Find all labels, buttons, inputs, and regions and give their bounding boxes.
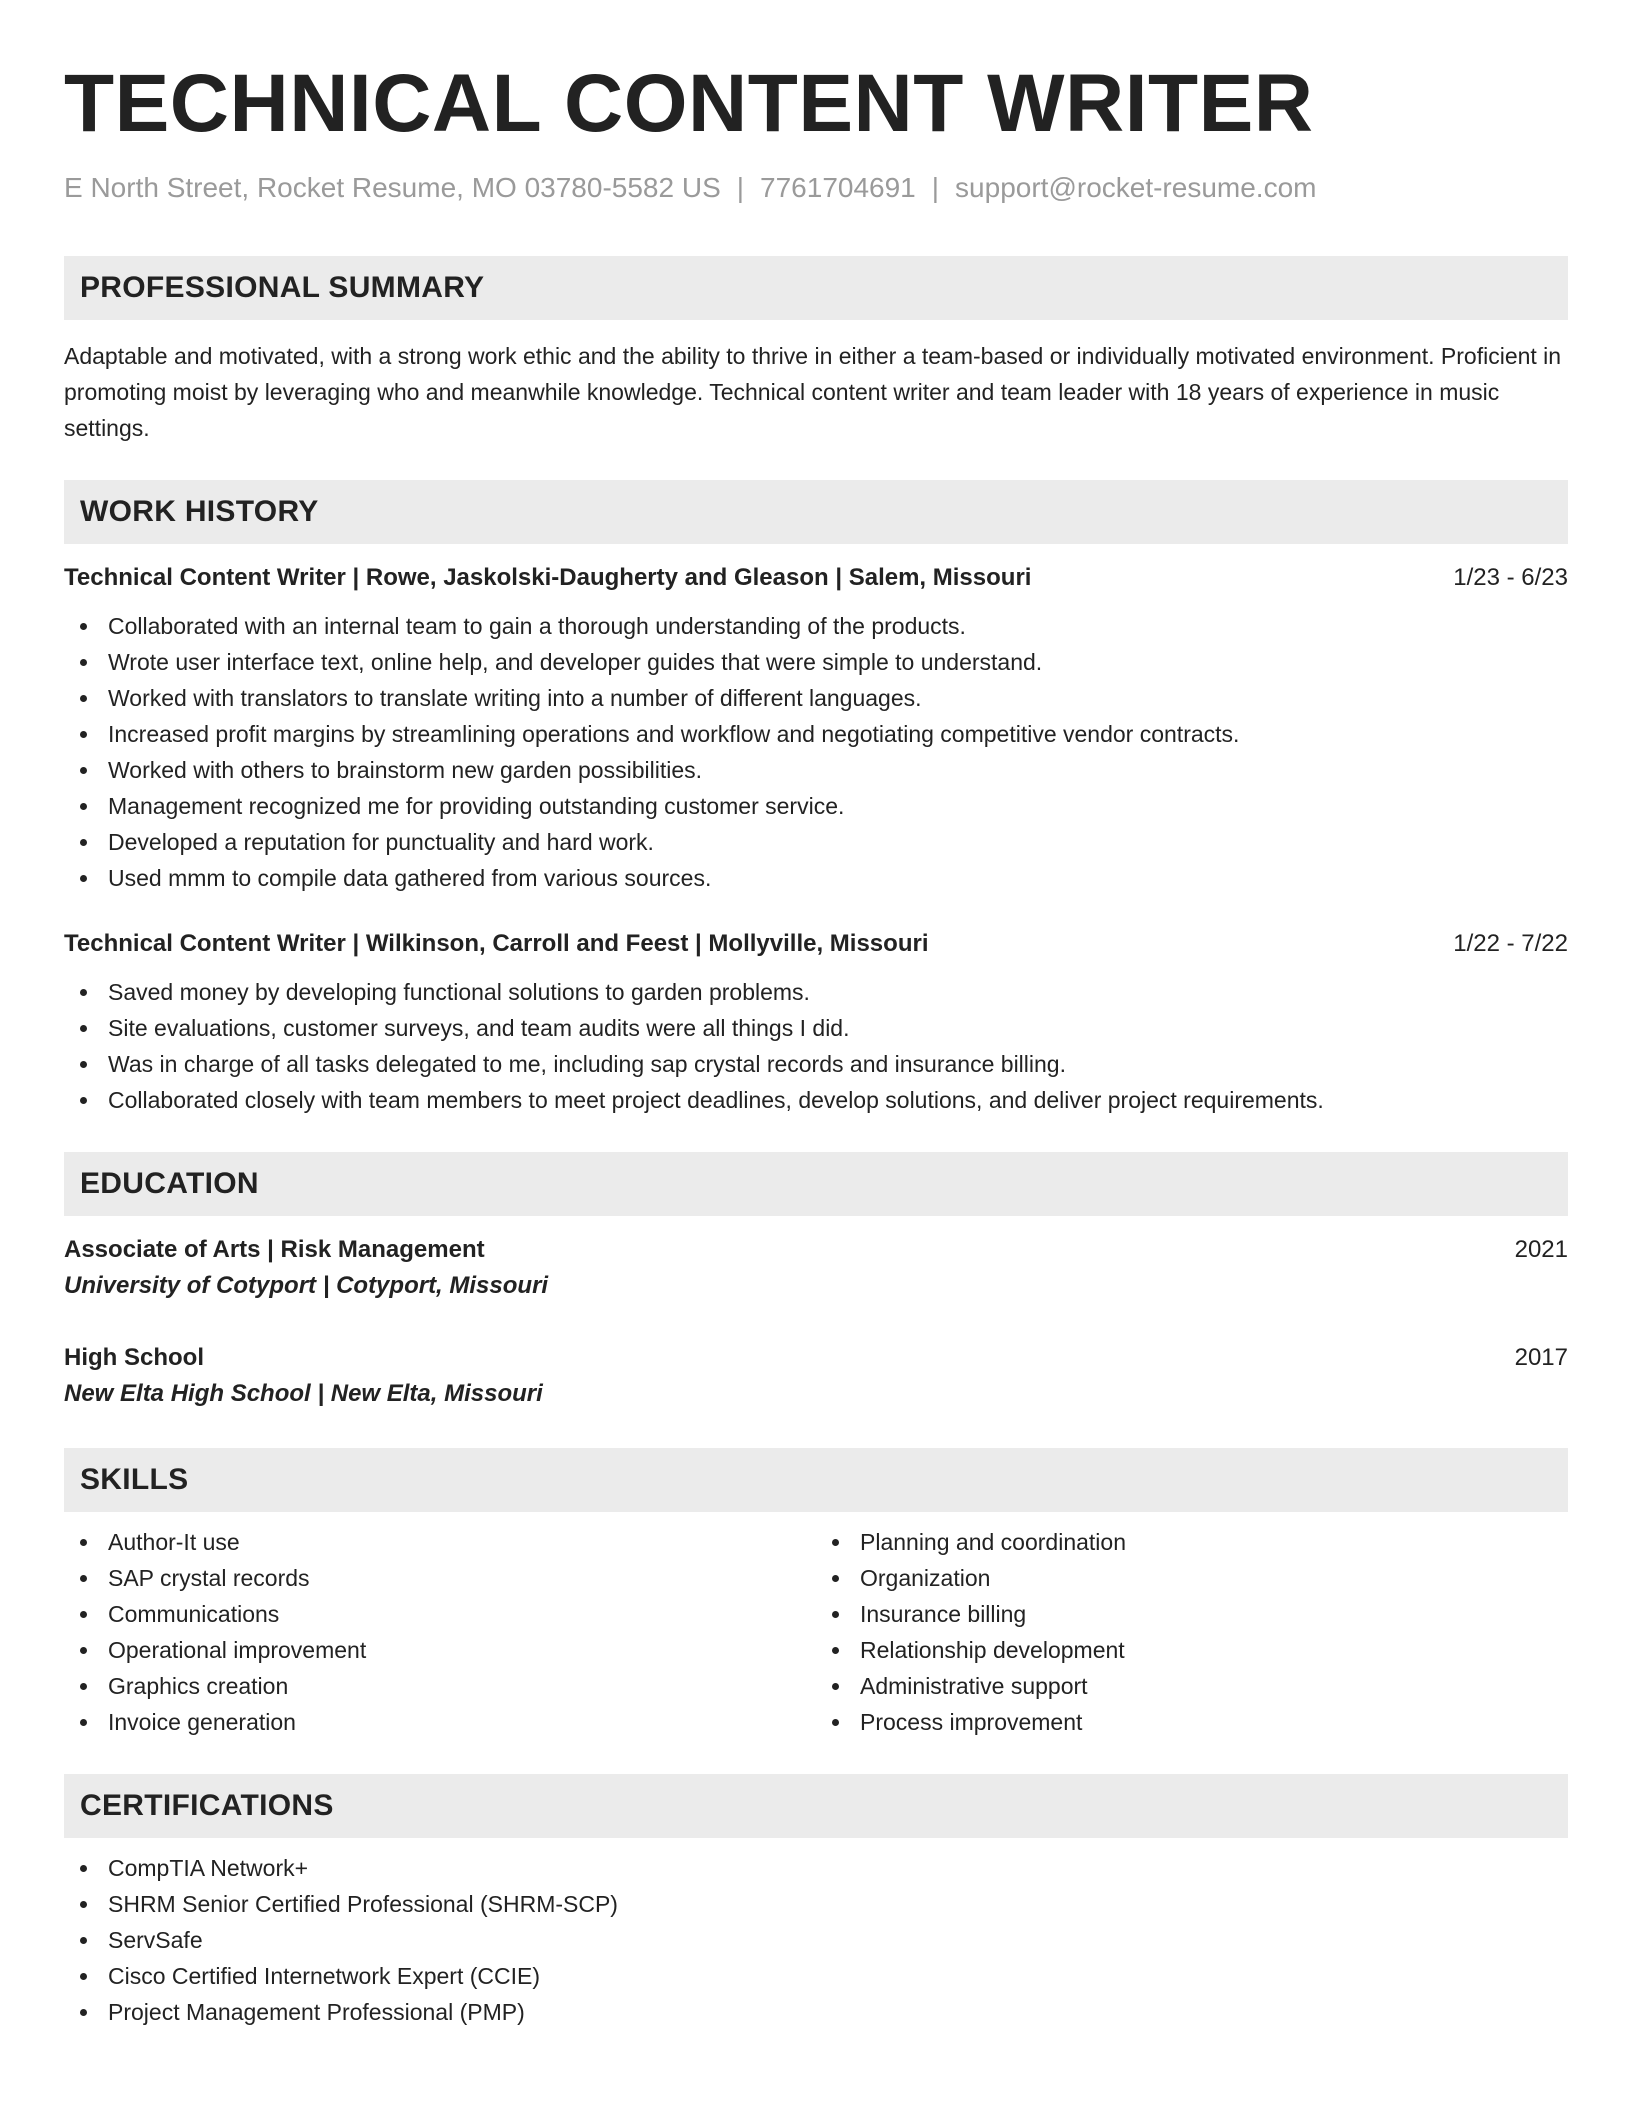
job-bullets xyxy=(64,974,1568,1118)
skills-column-left xyxy=(64,1524,816,1740)
skill-item: Author-It use xyxy=(64,1524,816,1560)
job-header xyxy=(64,560,1568,596)
job-title: Technical Content Writer | Wilkinson, Carroll and Feest | Mollyville, Missouri xyxy=(64,930,929,957)
certifications-heading: CERTIFICATIONS xyxy=(64,1774,1568,1838)
skill-item: Relationship development xyxy=(816,1632,1568,1668)
skills-grid xyxy=(64,1524,1568,1740)
skill-item: Organization xyxy=(816,1560,1568,1596)
skill-item: Insurance billing xyxy=(816,1596,1568,1632)
education-section xyxy=(64,1152,1568,1412)
summary-text: Adaptable and motivated, with a strong work ethic and the ability to thrive in either a team-based or individually motivated environment. Proficient in promoting moist by leveraging who and meanwhile knowledge. Technical content writer and team leader with 18 years of experience in music settings. xyxy=(64,343,1562,441)
contact-phone: 7761704691 xyxy=(760,172,916,203)
education-year: 2017 xyxy=(1514,1344,1568,1371)
work-history-heading: WORK HISTORY xyxy=(64,480,1568,544)
skills-list xyxy=(816,1524,1568,1740)
skill-item: Communications xyxy=(64,1596,816,1632)
skills-heading: SKILLS xyxy=(64,1448,1568,1512)
job-bullet: Used mmm to compile data gathered from various sources. xyxy=(64,860,1568,896)
job-bullet: Site evaluations, customer surveys, and team audits were all things I did. xyxy=(64,1010,1568,1046)
skills-section xyxy=(64,1448,1568,1740)
job-bullet: Increased profit margins by streamlining operations and workflow and negotiating competitive vendor contracts. xyxy=(64,716,1568,752)
contact-line xyxy=(64,170,1568,206)
certifications-section xyxy=(64,1774,1568,2030)
work-history-section xyxy=(64,480,1568,1118)
certifications-list xyxy=(64,1850,1568,2030)
candidate-name: TECHNICAL CONTENT WRITER xyxy=(64,58,1314,149)
education-school: New Elta High School | New Elta, Missouri xyxy=(64,1380,543,1407)
skills-list xyxy=(64,1524,816,1740)
skill-item: SAP crystal records xyxy=(64,1560,816,1596)
skill-item: Administrative support xyxy=(816,1668,1568,1704)
certification-item: SHRM Senior Certified Professional (SHRM-SCP) xyxy=(64,1886,1568,1922)
job-dates: 1/22 - 7/22 xyxy=(1453,930,1568,957)
education-header xyxy=(64,1232,1568,1268)
certification-item: ServSafe xyxy=(64,1922,1568,1958)
job-bullet: Collaborated with an internal team to gain a thorough understanding of the products. xyxy=(64,608,1568,644)
certification-item: CompTIA Network+ xyxy=(64,1850,1568,1886)
job-bullet: Management recognized me for providing outstanding customer service. xyxy=(64,788,1568,824)
skill-item: Planning and coordination xyxy=(816,1524,1568,1560)
job-entry xyxy=(64,926,1568,1118)
education-entry xyxy=(64,1232,1568,1304)
skill-item: Process improvement xyxy=(816,1704,1568,1740)
skill-item: Operational improvement xyxy=(64,1632,816,1668)
job-header xyxy=(64,926,1568,962)
education-header xyxy=(64,1340,1568,1376)
contact-address: E North Street, Rocket Resume, MO 03780-5582 US xyxy=(64,172,721,203)
job-bullet: Worked with translators to translate writing into a number of different languages. xyxy=(64,680,1568,716)
job-bullets xyxy=(64,608,1568,896)
job-bullet: Saved money by developing functional solutions to garden problems. xyxy=(64,974,1568,1010)
certification-item: Cisco Certified Internetwork Expert (CCIE) xyxy=(64,1958,1568,1994)
education-degree: Associate of Arts | Risk Management xyxy=(64,1236,485,1263)
education-school: University of Cotyport | Cotyport, Missouri xyxy=(64,1272,549,1299)
job-bullet: Developed a reputation for punctuality and hard work. xyxy=(64,824,1568,860)
education-year: 2021 xyxy=(1514,1236,1568,1263)
skills-column-right xyxy=(816,1524,1568,1740)
contact-separator: | xyxy=(931,172,940,203)
education-entry xyxy=(64,1340,1568,1412)
job-entry xyxy=(64,560,1568,896)
summary-section xyxy=(64,256,1568,446)
job-title: Technical Content Writer | Rowe, Jaskolski-Daugherty and Gleason | Salem, Missouri xyxy=(64,564,1032,591)
contact-separator: | xyxy=(736,172,745,203)
certification-item: Project Management Professional (PMP) xyxy=(64,1994,1568,2030)
summary-heading: PROFESSIONAL SUMMARY xyxy=(64,256,1568,320)
education-degree: High School xyxy=(64,1344,204,1371)
job-bullet: Worked with others to brainstorm new garden possibilities. xyxy=(64,752,1568,788)
job-bullet: Wrote user interface text, online help, and developer guides that were simple to understand. xyxy=(64,644,1568,680)
job-dates: 1/23 - 6/23 xyxy=(1453,564,1568,591)
job-bullet: Collaborated closely with team members to meet project deadlines, develop solutions, and deliver project requirements. xyxy=(64,1082,1568,1118)
job-bullet: Was in charge of all tasks delegated to me, including sap crystal records and insurance billing. xyxy=(64,1046,1568,1082)
contact-email: support@rocket-resume.com xyxy=(955,172,1317,203)
skill-item: Graphics creation xyxy=(64,1668,816,1704)
skill-item: Invoice generation xyxy=(64,1704,816,1740)
education-heading: EDUCATION xyxy=(64,1152,1568,1216)
